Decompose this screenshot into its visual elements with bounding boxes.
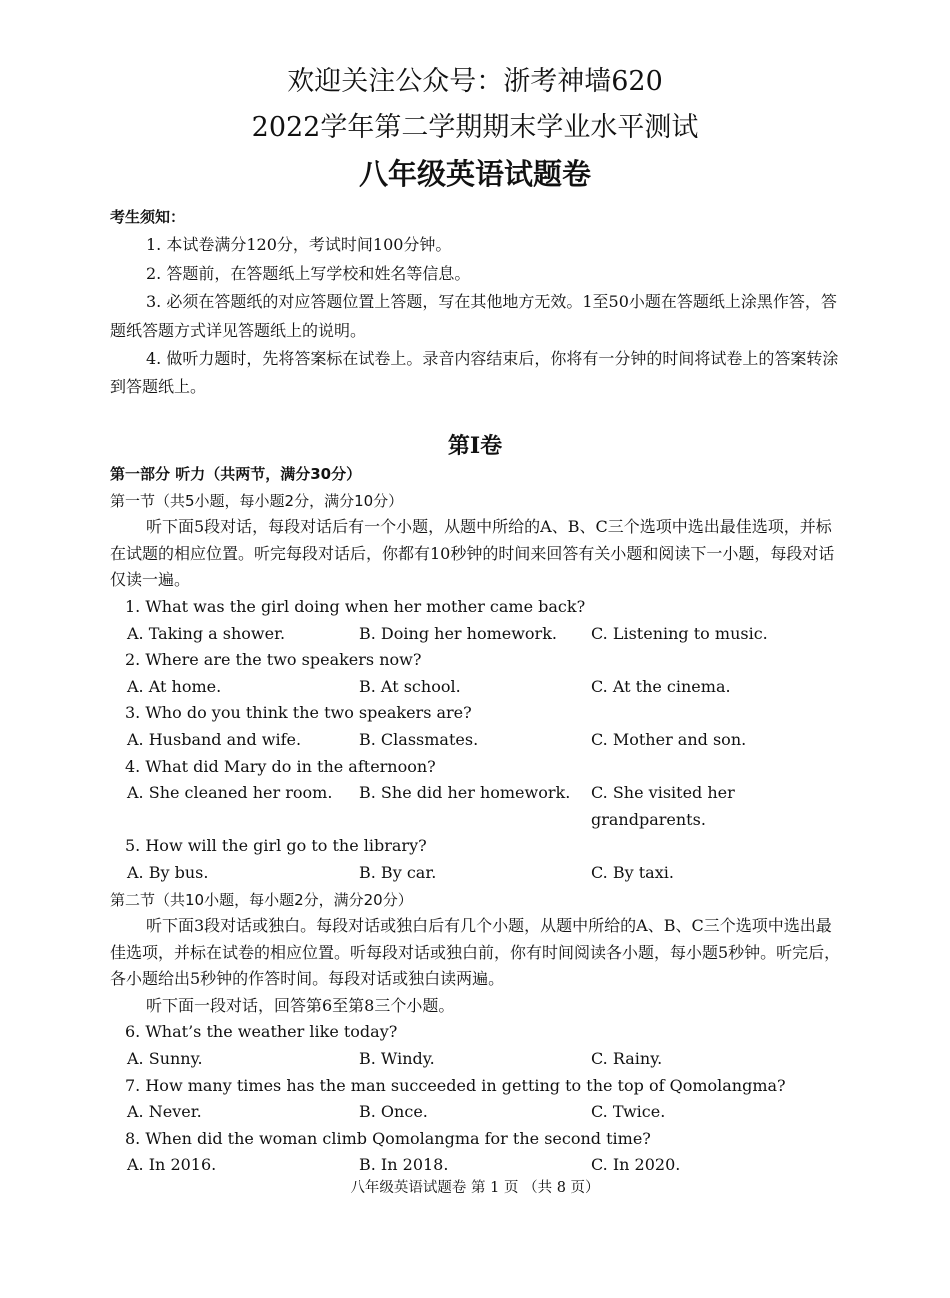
option-a: A. By bus. <box>127 862 209 882</box>
question <box>110 1019 845 1072</box>
option-c: C. Rainy. <box>591 1049 663 1069</box>
option-c: C. By taxi. <box>591 862 674 882</box>
question-stem: 2. Where are the two speakers now? <box>125 650 422 670</box>
option-a: A. Sunny. <box>127 1049 203 1069</box>
paper-title: 八年级英语试题卷 <box>358 157 591 191</box>
option-c: C. Listening to music. <box>591 623 768 643</box>
option-b: B. She did her homework. <box>359 783 571 803</box>
candidate-notice <box>110 203 845 402</box>
section1-instructions: 听下面5段对话，每段对话后有一个小题，从题中所给的A、B、C三个选项中选出最佳选项，并标在试题的相应位置。听完每段对话后，你都有10秒钟的时间来回答有关小题和阅读下一小题，每段对话仅读一遍。 <box>110 517 835 590</box>
options-row <box>110 860 845 887</box>
part1-title: 第一部分 听力（共两节，满分30分） <box>110 465 362 483</box>
option-b: B. Classmates. <box>359 729 479 749</box>
option-b: B. In 2018. <box>359 1155 449 1175</box>
question <box>110 647 845 700</box>
option-b: B. Once. <box>359 1102 428 1122</box>
option-a: A. She cleaned her room. <box>127 783 333 803</box>
option-b: B. By car. <box>359 862 437 882</box>
question-stem: 4. What did Mary do in the afternoon? <box>125 756 436 776</box>
question <box>110 1126 845 1179</box>
options-row <box>110 780 845 833</box>
notice-item: 3. 必须在答题纸的对应答题位置上答题，写在其他地方无效。1至50小题在答题纸上涂黑作答，答题纸答题方式详见答题纸上的说明。 <box>110 292 837 340</box>
question-stem: 1. What was the girl doing when her mother came back? <box>125 596 586 616</box>
options-row <box>110 621 845 648</box>
section2-title: 第二节（共10小题，每小题2分，满分20分） <box>110 890 413 909</box>
option-a: A. At home. <box>127 676 222 696</box>
option-a: A. In 2016. <box>127 1155 217 1175</box>
option-a: A. Taking a shower. <box>127 623 286 643</box>
question-stem: 6. What’s the weather like today? <box>125 1022 398 1042</box>
options-row <box>110 1099 845 1126</box>
option-b: B. Windy. <box>359 1049 435 1069</box>
section2-instructions: 听下面3段对话或独白。每段对话或独白后有几个小题，从题中所给的A、B、C三个选项中选出最佳选项，并标在试卷的相应位置。听每段对话或独白前，你有时间阅读各小题，每小题5秒钟。听完后，各小题给出5秒钟的作答时间。每段对话或独白读两遍。 <box>110 916 841 989</box>
page-footer: 八年级英语试题卷 第 1 页 （共 8 页） <box>350 1180 600 1196</box>
listening-part <box>110 461 845 1179</box>
question <box>110 754 845 834</box>
option-c: C. Mother and son. <box>591 729 747 749</box>
exam-title: 2022学年第二学期期末学业水平测试 <box>251 112 699 143</box>
option-a: A. Never. <box>127 1102 202 1122</box>
option-c: C. Twice. <box>591 1102 666 1122</box>
question-stem: 5. How will the girl go to the library? <box>125 836 427 856</box>
notice-item: 1. 本试卷满分120分，考试时间100分钟。 <box>146 235 452 255</box>
question <box>110 1073 845 1126</box>
notice-heading: 考生须知： <box>110 208 186 226</box>
question-stem: 8. When did the woman climb Qomolangma for the second time? <box>125 1128 651 1148</box>
notice-item: 2. 答题前，在答题纸上写学校和姓名等信息。 <box>146 263 471 283</box>
option-c: C. At the cinema. <box>591 676 731 696</box>
notice-item: 4. 做听力题时，先将答案标在试卷上。录音内容结束后，你将有一分钟的时间将试卷上的答案转涂到答题纸上。 <box>110 349 839 397</box>
options-row <box>110 674 845 701</box>
option-c: C. She visited her grandparents. <box>591 783 735 829</box>
options-row <box>110 1046 845 1073</box>
volume-title: 第I卷 <box>447 433 503 459</box>
option-b: B. At school. <box>359 676 461 696</box>
question <box>110 700 845 753</box>
question-stem: 7. How many times has the man succeeded in getting to the top of Qomolangma? <box>125 1075 786 1095</box>
option-a: A. Husband and wife. <box>127 729 302 749</box>
section2-sub-instruction: 听下面一段对话，回答第6至第8三个小题。 <box>146 995 455 1015</box>
question <box>110 833 845 886</box>
section1-title: 第一节（共5小题，每小题2分，满分10分） <box>110 491 404 510</box>
options-row <box>110 727 845 754</box>
question <box>110 594 845 647</box>
promo-line: 欢迎关注公众号：浙考神墙620 <box>287 66 663 97</box>
question-stem: 3. Who do you think the two speakers are? <box>125 703 472 723</box>
option-b: B. Doing her homework. <box>359 623 557 643</box>
option-c: C. In 2020. <box>591 1155 681 1175</box>
